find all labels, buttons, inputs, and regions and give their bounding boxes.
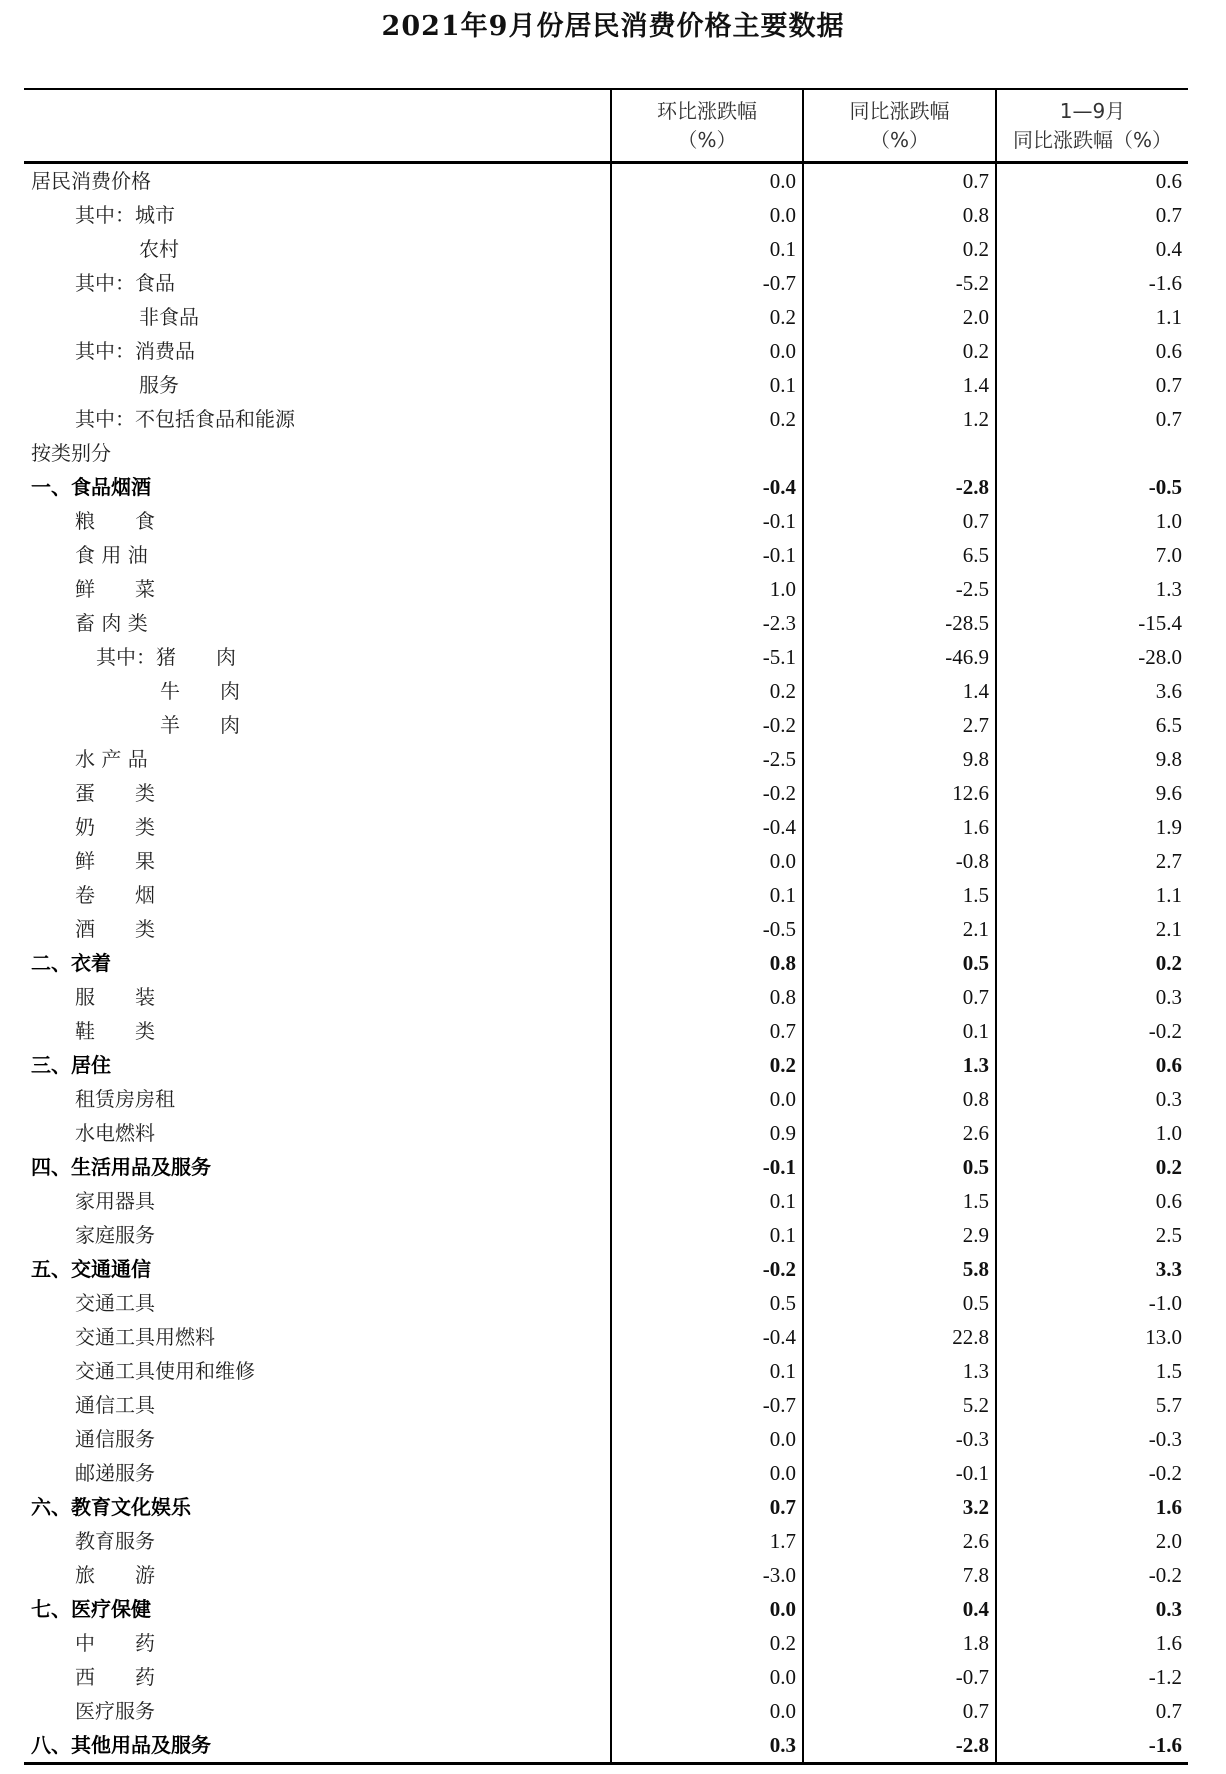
ytd-yoy-change-cell: 6.5 <box>996 708 1188 742</box>
yoy-change-cell: 0.7 <box>803 1694 996 1728</box>
row-label: 牛 肉 <box>160 679 240 703</box>
table-row <box>24 912 1188 946</box>
table-row <box>24 334 1188 368</box>
yoy-change-cell: 1.5 <box>803 1184 996 1218</box>
ytd-yoy-change-cell: 1.6 <box>996 1490 1188 1524</box>
ytd-yoy-change-cell: 0.3 <box>996 1082 1188 1116</box>
ytd-yoy-change-cell: -0.3 <box>996 1422 1188 1456</box>
yoy-change-cell: 0.7 <box>803 163 996 199</box>
table-row <box>24 1150 1188 1184</box>
table-row <box>24 1354 1188 1388</box>
yoy-change-cell: 0.7 <box>803 980 996 1014</box>
row-label: 四、生活用品及服务 <box>31 1155 211 1179</box>
mom-change-cell: -0.4 <box>611 1320 803 1354</box>
yoy-change-cell: 2.7 <box>803 708 996 742</box>
row-label: 水 产 品 <box>75 747 148 771</box>
ytd-yoy-change-cell: 7.0 <box>996 538 1188 572</box>
yoy-change-cell: 0.4 <box>803 1592 996 1626</box>
mom-change-cell: 0.7 <box>611 1014 803 1048</box>
mom-change-cell: -0.4 <box>611 810 803 844</box>
mom-change-cell: -0.5 <box>611 912 803 946</box>
yoy-change-cell: 1.2 <box>803 402 996 436</box>
row-label: 家庭服务 <box>75 1223 155 1247</box>
mom-change-cell: 1.7 <box>611 1524 803 1558</box>
ytd-yoy-change-cell: 0.2 <box>996 946 1188 980</box>
row-label: 二、衣着 <box>31 951 111 975</box>
mom-change-cell: 0.7 <box>611 1490 803 1524</box>
mom-change-cell: 0.0 <box>611 1660 803 1694</box>
mom-change-cell: -0.1 <box>611 1150 803 1184</box>
ytd-yoy-change-cell: 1.1 <box>996 878 1188 912</box>
mom-change-cell: -0.4 <box>611 470 803 504</box>
header-yoy-change <box>803 89 996 163</box>
row-label: 卷 烟 <box>75 883 155 907</box>
table-row <box>24 1048 1188 1082</box>
row-label: 家用器具 <box>75 1189 155 1213</box>
table-body <box>24 163 1188 1764</box>
table-row <box>24 844 1188 878</box>
cpi-data-table <box>24 88 1188 1765</box>
yoy-change-cell: 0.5 <box>803 1286 996 1320</box>
table-row <box>24 538 1188 572</box>
table-row <box>24 572 1188 606</box>
ytd-yoy-change-cell: 0.3 <box>996 1592 1188 1626</box>
header-line: （%） <box>677 127 737 152</box>
ytd-yoy-change-cell: 2.1 <box>996 912 1188 946</box>
yoy-change-cell: 22.8 <box>803 1320 996 1354</box>
mom-change-cell: 0.0 <box>611 1592 803 1626</box>
ytd-yoy-change-cell: 9.8 <box>996 742 1188 776</box>
yoy-change-cell: -0.8 <box>803 844 996 878</box>
table-row <box>24 300 1188 334</box>
mom-change-cell: 0.1 <box>611 368 803 402</box>
yoy-change-cell: 0.1 <box>803 1014 996 1048</box>
ytd-yoy-change-cell: 9.6 <box>996 776 1188 810</box>
yoy-change-cell: -0.7 <box>803 1660 996 1694</box>
table-row <box>24 1558 1188 1592</box>
row-label: 服务 <box>139 373 179 397</box>
table-row <box>24 266 1188 300</box>
mom-change-cell: 0.1 <box>611 1184 803 1218</box>
mom-change-cell: 0.8 <box>611 946 803 980</box>
ytd-yoy-change-cell: 2.0 <box>996 1524 1188 1558</box>
yoy-change-cell: 0.7 <box>803 504 996 538</box>
row-label: 八、其他用品及服务 <box>24 1728 611 1764</box>
row-label: 邮递服务 <box>75 1461 155 1485</box>
ytd-yoy-change-cell: 1.1 <box>996 300 1188 334</box>
row-label: 羊 肉 <box>160 713 240 737</box>
row-label: 五、交通通信 <box>31 1257 151 1281</box>
yoy-change-cell: 12.6 <box>803 776 996 810</box>
ytd-yoy-change-cell: 0.6 <box>996 1184 1188 1218</box>
header-line: 环比涨跌幅 <box>657 98 757 123</box>
row-label: 农村 <box>139 237 179 261</box>
table-row <box>24 1422 1188 1456</box>
mom-change-cell: 0.1 <box>611 1354 803 1388</box>
ytd-yoy-change-cell: 2.7 <box>996 844 1188 878</box>
mom-change-cell: 0.8 <box>611 980 803 1014</box>
mom-change-cell: -0.2 <box>611 1252 803 1286</box>
table-row <box>24 436 1188 470</box>
table-row <box>24 1524 1188 1558</box>
mom-change-cell: -5.1 <box>611 640 803 674</box>
row-label: 食 用 油 <box>75 543 148 567</box>
mom-change-cell: 0.0 <box>611 844 803 878</box>
mom-change-cell: 0.2 <box>611 402 803 436</box>
mom-change-cell: -0.7 <box>611 266 803 300</box>
ytd-yoy-change-cell: 0.2 <box>996 1150 1188 1184</box>
table-row <box>24 1320 1188 1354</box>
yoy-change-cell: 0.2 <box>803 334 996 368</box>
ytd-yoy-change-cell: 1.0 <box>996 504 1188 538</box>
yoy-change-cell: 3.2 <box>803 1490 996 1524</box>
table-row <box>24 1082 1188 1116</box>
mom-change-cell: 0.0 <box>611 198 803 232</box>
mom-change-cell: -2.3 <box>611 606 803 640</box>
row-label: 中 药 <box>75 1631 155 1655</box>
header-line: 同比涨跌幅 <box>849 98 950 123</box>
table-row <box>24 470 1188 504</box>
ytd-yoy-change-cell: -0.2 <box>996 1558 1188 1592</box>
table-row <box>24 368 1188 402</box>
row-label: 其中：消费品 <box>75 339 195 363</box>
row-label: 三、居住 <box>31 1053 111 1077</box>
yoy-change-cell: -46.9 <box>803 640 996 674</box>
mom-change-cell: 0.0 <box>611 334 803 368</box>
ytd-yoy-change-cell: 0.4 <box>996 232 1188 266</box>
header-ytd-yoy-change <box>996 89 1188 163</box>
mom-change-cell: 0.1 <box>611 878 803 912</box>
mom-change-cell: -0.2 <box>611 776 803 810</box>
table-row <box>24 1218 1188 1252</box>
row-label: 医疗服务 <box>75 1699 155 1723</box>
row-label: 教育服务 <box>75 1529 155 1553</box>
table-row <box>24 163 1188 199</box>
table-row <box>24 708 1188 742</box>
table-row <box>24 640 1188 674</box>
yoy-change-cell: 1.4 <box>803 368 996 402</box>
yoy-change-cell: 5.8 <box>803 1252 996 1286</box>
table-row <box>24 1014 1188 1048</box>
row-label: 交通工具 <box>75 1291 155 1315</box>
row-label: 奶 类 <box>75 815 155 839</box>
table-row <box>24 198 1188 232</box>
ytd-yoy-change-cell: -1.6 <box>996 266 1188 300</box>
yoy-change-cell: 2.6 <box>803 1116 996 1150</box>
mom-change-cell: 0.0 <box>611 1422 803 1456</box>
table-row <box>24 1592 1188 1626</box>
yoy-change-cell: -5.2 <box>803 266 996 300</box>
ytd-yoy-change-cell: 1.3 <box>996 572 1188 606</box>
ytd-yoy-change-cell: -1.0 <box>996 1286 1188 1320</box>
mom-change-cell: 1.0 <box>611 572 803 606</box>
yoy-change-cell: 9.8 <box>803 742 996 776</box>
row-label: 非食品 <box>139 305 199 329</box>
ytd-yoy-change-cell: 2.5 <box>996 1218 1188 1252</box>
table-row <box>24 1456 1188 1490</box>
table-row <box>24 742 1188 776</box>
table-row <box>24 674 1188 708</box>
row-label: 服 装 <box>75 985 155 1009</box>
row-label: 鲜 果 <box>75 849 155 873</box>
ytd-yoy-change-cell: -1.2 <box>996 1660 1188 1694</box>
yoy-change-cell: 1.6 <box>803 810 996 844</box>
ytd-yoy-change-cell: 0.7 <box>996 198 1188 232</box>
mom-change-cell: 0.1 <box>611 232 803 266</box>
mom-change-cell: -0.2 <box>611 708 803 742</box>
row-label: 按类别分 <box>31 441 111 465</box>
yoy-change-cell: 0.2 <box>803 232 996 266</box>
ytd-yoy-change-cell: 3.3 <box>996 1252 1188 1286</box>
table-row <box>24 878 1188 912</box>
yoy-change-cell: 2.1 <box>803 912 996 946</box>
mom-change-cell: 0.0 <box>611 1456 803 1490</box>
yoy-change-cell: 5.2 <box>803 1388 996 1422</box>
yoy-change-cell: 2.6 <box>803 1524 996 1558</box>
yoy-change-cell <box>803 436 996 470</box>
table-row <box>24 1388 1188 1422</box>
table-row <box>24 504 1188 538</box>
yoy-change-cell: 7.8 <box>803 1558 996 1592</box>
mom-change-cell: 0.2 <box>611 674 803 708</box>
header-mom-change <box>611 89 803 163</box>
mom-change-cell: -2.5 <box>611 742 803 776</box>
yoy-change-cell: 0.8 <box>803 1082 996 1116</box>
row-label: 水电燃料 <box>75 1121 155 1145</box>
yoy-change-cell: 6.5 <box>803 538 996 572</box>
table-row <box>24 1728 1188 1764</box>
mom-change-cell: -3.0 <box>611 1558 803 1592</box>
table-row <box>24 1694 1188 1728</box>
table-row <box>24 402 1188 436</box>
ytd-yoy-change-cell: -0.2 <box>996 1014 1188 1048</box>
ytd-yoy-change-cell: -0.5 <box>996 470 1188 504</box>
ytd-yoy-change-cell: 3.6 <box>996 674 1188 708</box>
mom-change-cell: 0.0 <box>611 163 803 199</box>
row-label: 其中：城市 <box>75 203 175 227</box>
mom-change-cell: -0.1 <box>611 538 803 572</box>
mom-change-cell <box>611 436 803 470</box>
ytd-yoy-change-cell <box>996 436 1188 470</box>
ytd-yoy-change-cell: -15.4 <box>996 606 1188 640</box>
table-row <box>24 1490 1188 1524</box>
row-label: 西 药 <box>75 1665 155 1689</box>
row-label: 通信服务 <box>75 1427 155 1451</box>
ytd-yoy-change-cell: 0.7 <box>996 1694 1188 1728</box>
ytd-yoy-change-cell: 0.6 <box>996 334 1188 368</box>
yoy-change-cell: -2.5 <box>803 572 996 606</box>
ytd-yoy-change-cell: 0.6 <box>996 1048 1188 1082</box>
table-row <box>24 1660 1188 1694</box>
mom-change-cell: 0.2 <box>611 1626 803 1660</box>
mom-change-cell: 0.0 <box>611 1082 803 1116</box>
row-label: 鞋 类 <box>75 1019 155 1043</box>
table-row <box>24 810 1188 844</box>
table-row <box>24 1116 1188 1150</box>
row-label: 鲜 菜 <box>75 577 155 601</box>
mom-change-cell: 0.0 <box>611 1694 803 1728</box>
ytd-yoy-change-cell: 0.6 <box>996 163 1188 199</box>
row-label: 酒 类 <box>75 917 155 941</box>
yoy-change-cell: -2.8 <box>803 1728 996 1764</box>
row-label: 交通工具使用和维修 <box>75 1359 255 1383</box>
mom-change-cell: -0.1 <box>611 504 803 538</box>
header-line: 同比涨跌幅（%） <box>1012 127 1172 152</box>
ytd-yoy-change-cell: -28.0 <box>996 640 1188 674</box>
ytd-yoy-change-cell: 13.0 <box>996 1320 1188 1354</box>
table-row <box>24 1626 1188 1660</box>
table-row <box>24 776 1188 810</box>
table-header <box>24 89 1188 163</box>
header-row <box>24 89 1188 163</box>
ytd-yoy-change-cell: 5.7 <box>996 1388 1188 1422</box>
table-row <box>24 946 1188 980</box>
row-label: 交通工具用燃料 <box>75 1325 215 1349</box>
row-label: 其中：食品 <box>75 271 175 295</box>
table-row <box>24 1286 1188 1320</box>
ytd-yoy-change-cell: 1.0 <box>996 1116 1188 1150</box>
table-row <box>24 1252 1188 1286</box>
mom-change-cell: 0.2 <box>611 1048 803 1082</box>
header-item-column <box>24 89 611 163</box>
row-label: 居民消费价格 <box>31 169 151 193</box>
ytd-yoy-change-cell: -0.2 <box>996 1456 1188 1490</box>
yoy-change-cell: 0.5 <box>803 1150 996 1184</box>
table-row <box>24 1184 1188 1218</box>
row-label: 其中：猪 肉 <box>96 645 236 669</box>
yoy-change-cell: 1.3 <box>803 1048 996 1082</box>
yoy-change-cell: 1.4 <box>803 674 996 708</box>
yoy-change-cell: -2.8 <box>803 470 996 504</box>
row-label: 租赁房房租 <box>75 1087 175 1111</box>
yoy-change-cell: 1.3 <box>803 1354 996 1388</box>
mom-change-cell: -0.7 <box>611 1388 803 1422</box>
ytd-yoy-change-cell: 0.3 <box>996 980 1188 1014</box>
yoy-change-cell: 1.8 <box>803 1626 996 1660</box>
header-line: （%） <box>869 127 929 152</box>
row-label: 畜 肉 类 <box>75 611 148 635</box>
mom-change-cell: 0.5 <box>611 1286 803 1320</box>
row-label: 六、教育文化娱乐 <box>31 1495 191 1519</box>
yoy-change-cell: 0.8 <box>803 198 996 232</box>
ytd-yoy-change-cell: 1.9 <box>996 810 1188 844</box>
yoy-change-cell: 2.9 <box>803 1218 996 1252</box>
row-label: 旅 游 <box>75 1563 155 1587</box>
table-row <box>24 980 1188 1014</box>
row-label: 粮 食 <box>75 509 155 533</box>
row-label: 一、食品烟酒 <box>31 475 151 499</box>
yoy-change-cell: 2.0 <box>803 300 996 334</box>
ytd-yoy-change-cell: -1.6 <box>996 1728 1188 1764</box>
mom-change-cell: 0.3 <box>611 1728 803 1764</box>
yoy-change-cell: 0.5 <box>803 946 996 980</box>
yoy-change-cell: -0.1 <box>803 1456 996 1490</box>
row-label: 七、医疗保健 <box>31 1597 151 1621</box>
ytd-yoy-change-cell: 0.7 <box>996 402 1188 436</box>
mom-change-cell: 0.1 <box>611 1218 803 1252</box>
yoy-change-cell: -28.5 <box>803 606 996 640</box>
yoy-change-cell: -0.3 <box>803 1422 996 1456</box>
ytd-yoy-change-cell: 1.6 <box>996 1626 1188 1660</box>
row-label: 蛋 类 <box>75 781 155 805</box>
page-title: 2021年9月份居民消费价格主要数据 <box>381 11 845 42</box>
header-line: 1—9月 <box>1059 98 1126 123</box>
mom-change-cell: 0.2 <box>611 300 803 334</box>
ytd-yoy-change-cell: 1.5 <box>996 1354 1188 1388</box>
ytd-yoy-change-cell: 0.7 <box>996 368 1188 402</box>
table-row <box>24 606 1188 640</box>
row-label: 通信工具 <box>75 1393 155 1417</box>
mom-change-cell: 0.9 <box>611 1116 803 1150</box>
table-row <box>24 232 1188 266</box>
yoy-change-cell: 1.5 <box>803 878 996 912</box>
row-label: 其中：不包括食品和能源 <box>75 407 295 431</box>
